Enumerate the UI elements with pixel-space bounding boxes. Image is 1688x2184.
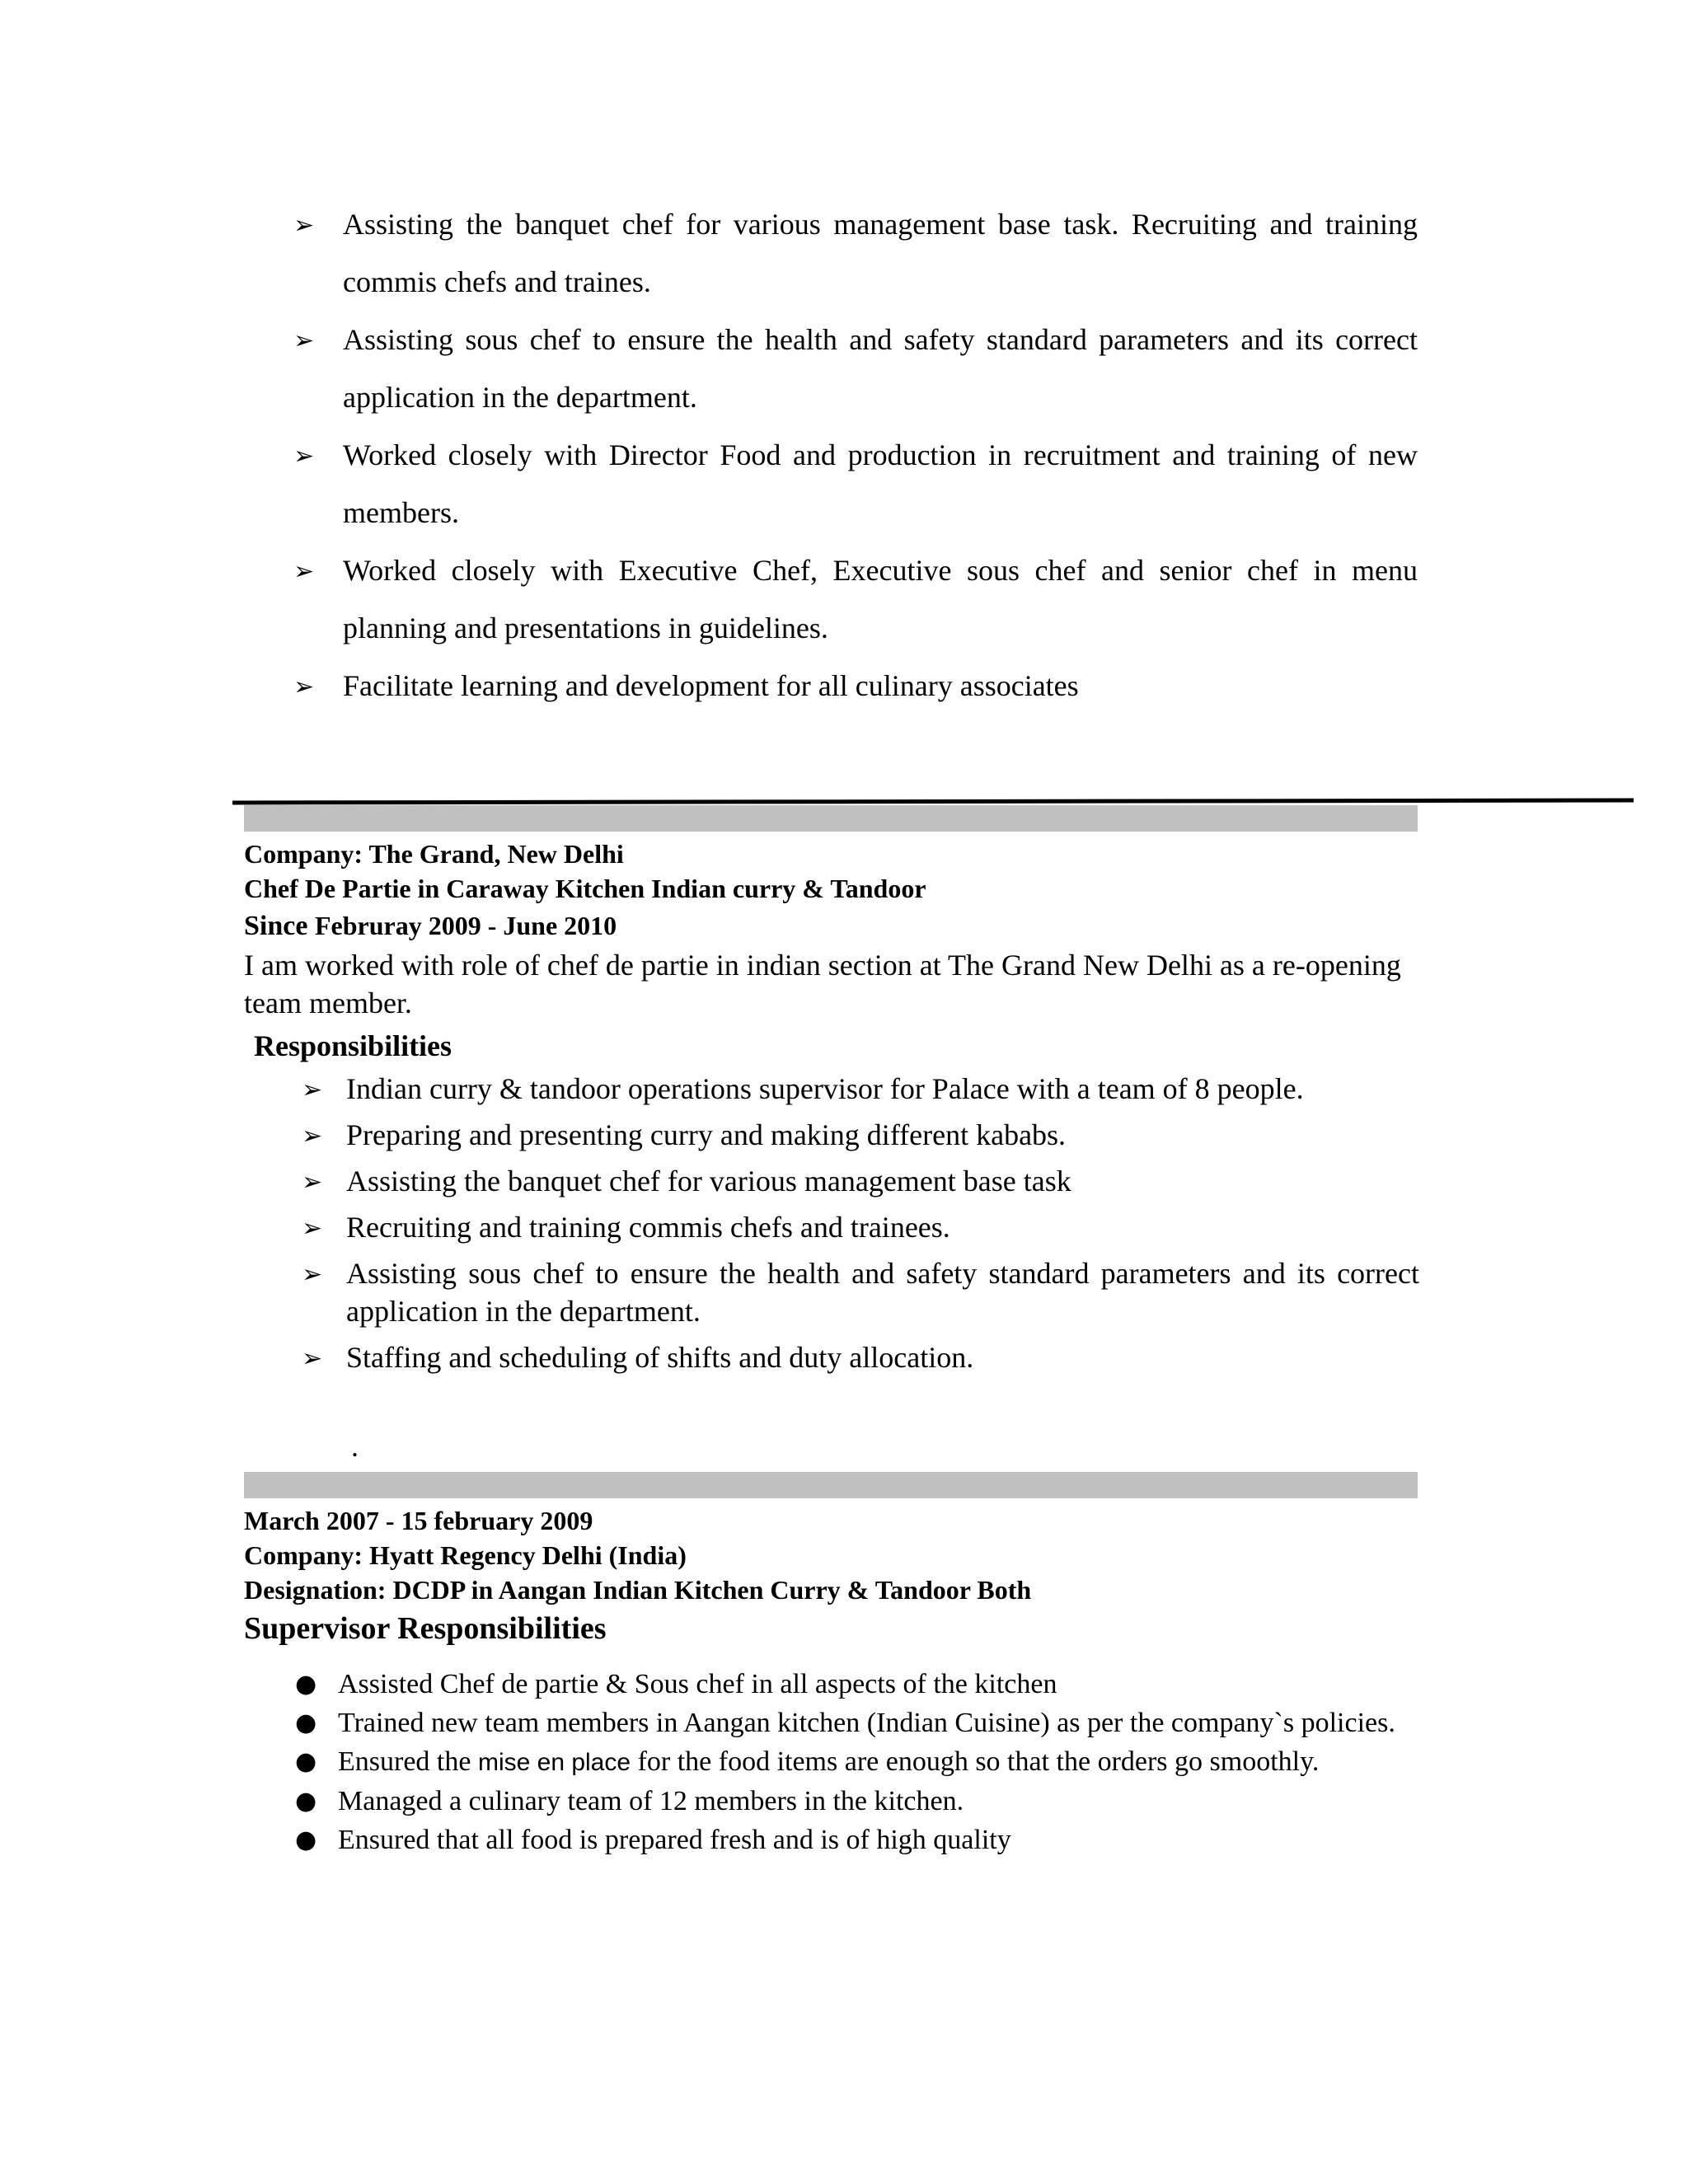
arrow-bullet-icon: ➢	[302, 1122, 323, 1151]
arrow-bullet-icon: ➢	[293, 211, 315, 240]
stray-period: .	[351, 1430, 359, 1463]
list-item: ➢ Facilitate learning and development for all culinary associates	[293, 657, 1418, 715]
hyatt-experience	[244, 1503, 1419, 1859]
list-item: ● Ensured the mise en place for the food items are enough so that the orders go smoothly.	[293, 1742, 1419, 1782]
bullet-icon: ●	[295, 1787, 317, 1816]
bullet-icon: ●	[295, 1708, 317, 1737]
previous-role-responsibilities	[293, 195, 1418, 715]
list-item: ➢ Worked closely with Executive Chef, Executive sous chef and senior chef in menu planning and presentations in guidelines.	[293, 541, 1418, 657]
arrow-bullet-icon: ➢	[302, 1260, 323, 1289]
bullet-icon: ●	[295, 1747, 317, 1776]
list-item: ● Assisted Chef de partie & Sous chef in all aspects of the kitchen	[293, 1665, 1419, 1704]
list-item: ➢ Staffing and scheduling of shifts and duty allocation.	[302, 1338, 1419, 1376]
arrow-bullet-icon: ➢	[302, 1214, 323, 1243]
arrow-bullet-icon: ➢	[293, 442, 315, 471]
arrow-bullet-icon: ➢	[293, 673, 315, 701]
arrow-bullet-icon: ➢	[302, 1076, 323, 1104]
supervisor-responsibilities-list	[293, 1665, 1419, 1859]
arrow-bullet-icon: ➢	[302, 1344, 323, 1373]
list-item: ● Ensured that all food is prepared fresh and is of high quality	[293, 1821, 1419, 1859]
arrow-bullet-icon: ➢	[293, 326, 315, 355]
company-name: Company: Hyatt Regency Delhi (India)	[244, 1540, 687, 1570]
company-name: Company: The Grand, New Delhi	[244, 839, 624, 869]
list-item: ● Managed a culinary team of 12 members in the kitchen.	[293, 1782, 1419, 1821]
list-item: ● Trained new team members in Aangan kitchen (Indian Cuisine) as per the company`s policies.	[293, 1704, 1419, 1742]
employment-dates: March 2007 - 15 february 2009	[244, 1506, 593, 1535]
list-item: ➢ Worked closely with Director Food and production in recruitment and training of new members.	[293, 426, 1418, 541]
mise-en-place-term: mise en place	[477, 1749, 631, 1776]
list-item: ➢ Assisting sous chef to ensure the health and safety standard parameters and its correct application in the department.	[302, 1257, 1419, 1328]
role-summary: I am worked with role of chef de partie in indian section at The Grand New Delhi as a re-opening team member.	[244, 949, 1401, 1019]
list-item: ➢ Assisting the banquet chef for various management base task	[302, 1162, 1419, 1200]
list-item: ➢ Preparing and presenting curry and making different kababs.	[302, 1116, 1419, 1154]
section-header-bar	[244, 1472, 1418, 1498]
list-item: ➢ Assisting sous chef to ensure the health and safety standard parameters and its correct application in the department.	[293, 311, 1418, 426]
responsibilities-heading: Responsibilities	[254, 1029, 452, 1062]
the-grand-experience	[244, 837, 1419, 1385]
arrow-bullet-icon: ➢	[302, 1168, 323, 1197]
section-divider	[232, 799, 1634, 805]
job-title: Chef De Partie in Caraway Kitchen Indian curry & Tandoor	[244, 874, 926, 903]
list-item: ➢ Recruiting and training commis chefs and trainees.	[302, 1208, 1419, 1246]
arrow-bullet-icon: ➢	[293, 557, 315, 586]
designation: Designation: DCDP in Aangan Indian Kitchen Curry & Tandoor Both	[244, 1575, 1032, 1605]
list-item: ➢ Indian curry & tandoor operations supervisor for Palace with a team of 8 people.	[302, 1070, 1419, 1108]
bullet-icon: ●	[295, 1825, 317, 1854]
section-header-bar	[244, 805, 1418, 832]
bullet-icon: ●	[295, 1670, 317, 1699]
responsibilities-list	[302, 1070, 1419, 1376]
list-item: ➢ Assisting the banquet chef for various management base task. Recruiting and training commis chefs and traines.	[293, 195, 1418, 311]
employment-dates: Since Februray 2009 - June 2010	[244, 911, 617, 941]
supervisor-responsibilities-heading: Supervisor Responsibilities	[244, 1611, 607, 1646]
